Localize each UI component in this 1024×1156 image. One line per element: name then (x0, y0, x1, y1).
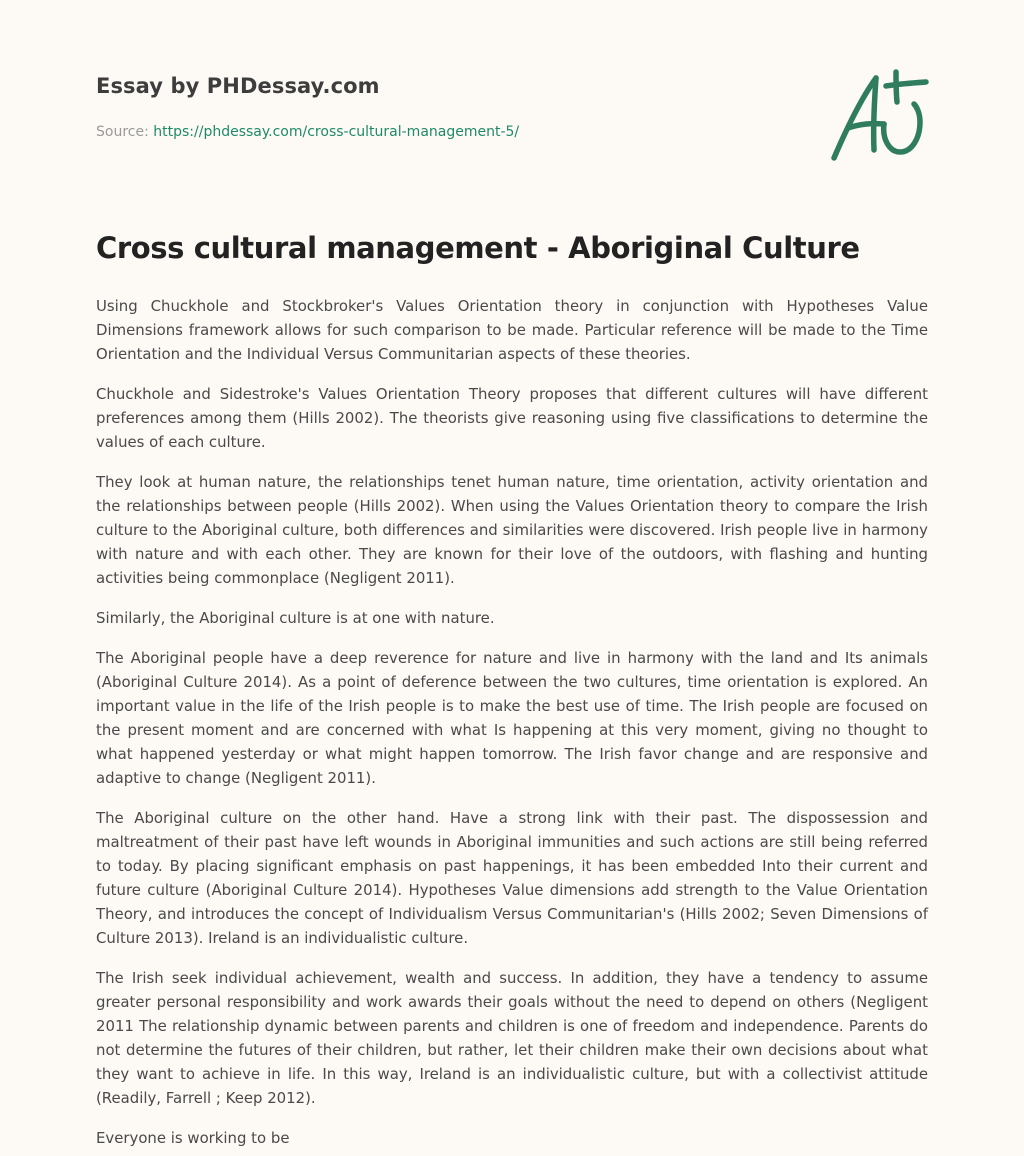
source-link[interactable]: https://phdessay.com/cross-cultural-management-5/ (153, 124, 520, 140)
paragraph: The Irish seek individual achievement, wealth and success. In addition, they have a tendency to assume greater personal responsibility and work awards their goals without the need to depend on others (Negligent 2011 The relationship dynamic between parents and children is one of freedom and independence. Parents do not determine the futures of their children, but rather, let their children make their own decisions about what they want to achieve in life. In this way, Ireland is an individualistic culture, but with a collectivist attitude (Readily, Farrell ; Keep 2012). (96, 969, 928, 1107)
source-label: Source: (96, 124, 154, 140)
paragraph: Using Chuckhole and Stockbroker's Values Orientation theory in conjunction with Hypotheses Value Dimensions framework allows for such comparison to be made. Particular reference will be made to the Time Orientation and the Individual Versus Communitarian aspects of these theories. (96, 297, 928, 363)
paragraph: Similarly, the Aboriginal culture is at one with nature. (96, 609, 495, 627)
source-line (96, 124, 519, 140)
paragraph: The Aboriginal culture on the other hand. Have a strong link with their past. The dispossession and maltreatment of their past have left wounds in Aboriginal immunities and such actions are still being referred to today. By placing significant emphasis on past happenings, it has been embedded Into their current and future culture (Aboriginal Culture 2014). Hypotheses Value dimensions add strength to the Value Orientation Theory, and introduces the concept of Individualism Versus Communitarian's (Hills 2002; Seven Dimensions of Culture 2013). Ireland is an individualistic culture. (96, 809, 928, 947)
paragraph: Chuckhole and Sidestroke's Values Orientation Theory proposes that different cultures will have different preferences among them (Hills 2002). The theorists give reasoning using five classifications to determine the values of each culture. (96, 385, 928, 451)
paragraph: The Aboriginal people have a deep reverence for nature and live in harmony with the land and Its animals (Aboriginal Culture 2014). As a point of deference between the two cultures, time orientation is explored. An important value in the life of the Irish people is to make the best use of time. The Irish people are focused on the present moment and are concerned with what Is happening at this very moment, giving no thought to what happened yesterday or what might happen tomorrow. The Irish favor change and are responsive and adaptive to change (Negligent 2011). (96, 649, 928, 787)
paragraph: They look at human nature, the relationships tenet human nature, time orientation, activity orientation and the relationships between people (Hills 2002). When using the Values Orientation theory to compare the Irish culture to the Aboriginal culture, both differences and similarities were discovered. Irish people live in harmony with nature and with each other. They are known for their love of the outdoors, with flashing and hunting activities being commonplace (Negligent 2011). (96, 473, 928, 587)
a-plus-logo-icon (826, 66, 930, 166)
essay-body (96, 294, 928, 1150)
essay-title: Cross cultural management - Aboriginal Culture (96, 231, 860, 265)
page-header (96, 0, 928, 190)
paragraph: Everyone is working to be (96, 1129, 290, 1147)
site-brand: Essay by PHDessay.com (96, 74, 380, 98)
